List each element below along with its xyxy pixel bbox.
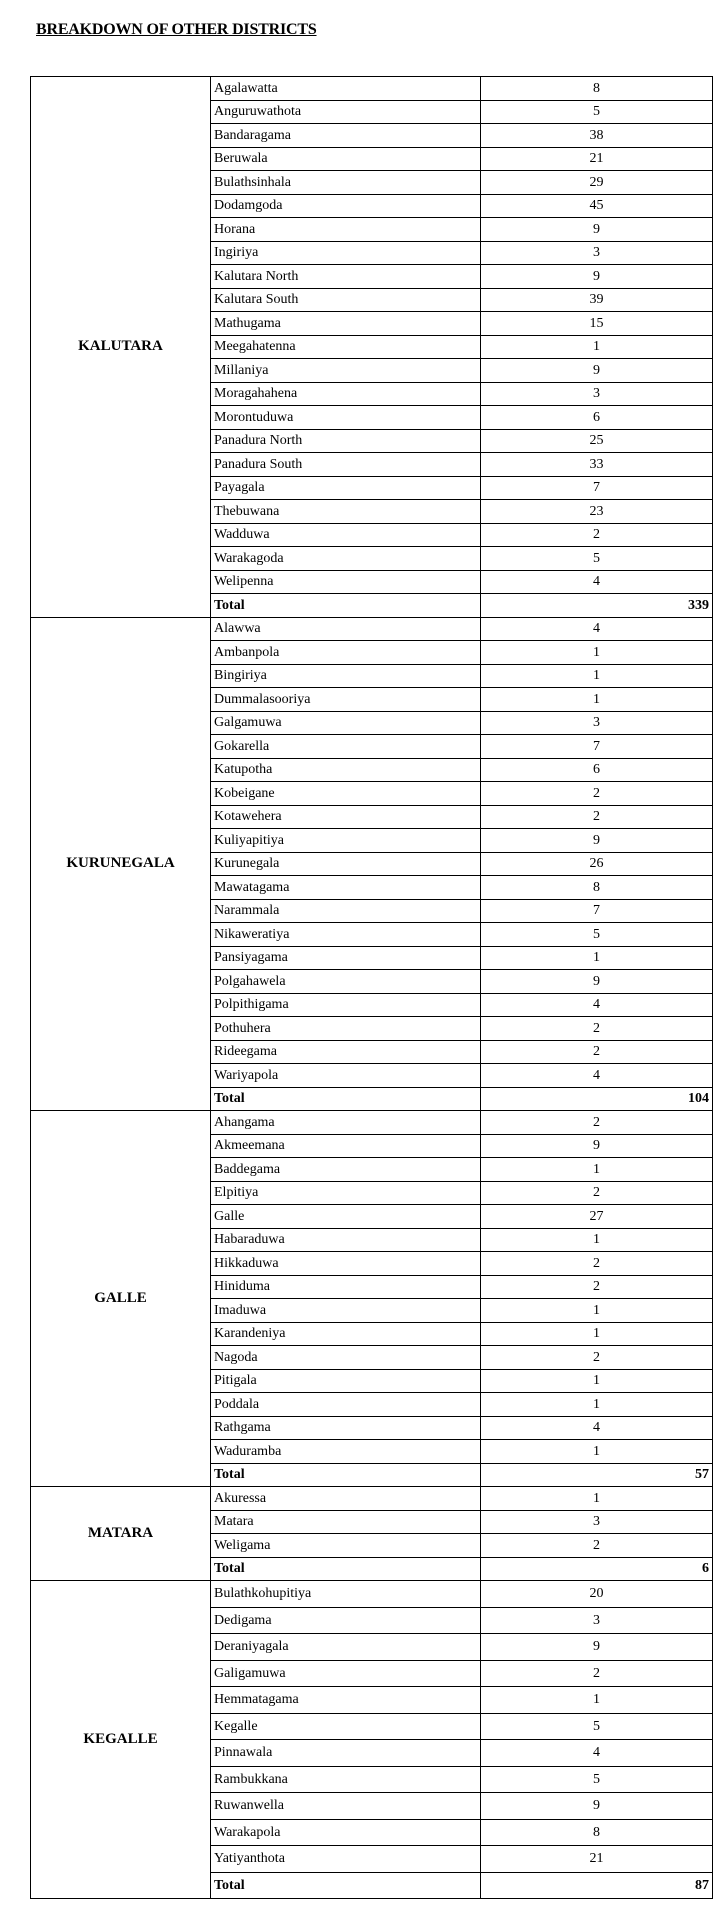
area-name: Hiniduma — [211, 1275, 481, 1299]
area-count: 23 — [481, 500, 713, 524]
area-count: 1 — [481, 1487, 713, 1511]
area-count: 7 — [481, 476, 713, 500]
area-name: Warakapola — [211, 1819, 481, 1846]
area-name: Kuliyapitiya — [211, 829, 481, 853]
area-count: 4 — [481, 1740, 713, 1767]
total-value: 6 — [481, 1557, 713, 1581]
total-label: Total — [211, 594, 481, 618]
area-name: Akmeemana — [211, 1134, 481, 1158]
district-name: KURUNEGALA — [31, 617, 211, 1111]
area-count: 2 — [481, 1346, 713, 1370]
area-name: Karandeniya — [211, 1322, 481, 1346]
area-name: Kotawehera — [211, 805, 481, 829]
area-count: 1 — [481, 1687, 713, 1714]
area-name: Wadduwa — [211, 523, 481, 547]
area-name: Gokarella — [211, 735, 481, 759]
area-count: 8 — [481, 876, 713, 900]
area-count: 1 — [481, 688, 713, 712]
area-count: 1 — [481, 641, 713, 665]
area-name: Narammala — [211, 899, 481, 923]
area-name: Dedigama — [211, 1607, 481, 1634]
area-name: Baddegama — [211, 1158, 481, 1182]
area-name: Kurunegala — [211, 852, 481, 876]
area-count: 1 — [481, 1299, 713, 1323]
area-count: 1 — [481, 946, 713, 970]
area-count: 1 — [481, 1369, 713, 1393]
area-count: 3 — [481, 241, 713, 265]
area-count: 39 — [481, 288, 713, 312]
area-count: 2 — [481, 805, 713, 829]
area-count: 5 — [481, 100, 713, 124]
area-count: 3 — [481, 711, 713, 735]
district-name: MATARA — [31, 1487, 211, 1581]
area-name: Akuressa — [211, 1487, 481, 1511]
area-count: 5 — [481, 1766, 713, 1793]
district-name: GALLE — [31, 1111, 211, 1487]
area-count: 2 — [481, 1181, 713, 1205]
area-count: 3 — [481, 1607, 713, 1634]
area-count: 20 — [481, 1581, 713, 1608]
area-name: Waduramba — [211, 1440, 481, 1464]
area-name: Kalutara North — [211, 265, 481, 289]
area-name: Polpithigama — [211, 993, 481, 1017]
area-count: 9 — [481, 359, 713, 383]
area-name: Morontuduwa — [211, 406, 481, 430]
table-row — [31, 617, 713, 641]
area-count: 26 — [481, 852, 713, 876]
area-name: Millaniya — [211, 359, 481, 383]
area-name: Habaraduwa — [211, 1228, 481, 1252]
table-row — [31, 1581, 713, 1608]
area-count: 9 — [481, 218, 713, 242]
area-name: Pitigala — [211, 1369, 481, 1393]
area-count: 2 — [481, 1040, 713, 1064]
districts-table — [30, 76, 713, 1899]
area-name: Warakagoda — [211, 547, 481, 571]
districts-table-container — [30, 76, 712, 1899]
area-name: Nagoda — [211, 1346, 481, 1370]
total-label: Total — [211, 1557, 481, 1581]
area-name: Ingiriya — [211, 241, 481, 265]
total-value: 339 — [481, 594, 713, 618]
area-name: Horana — [211, 218, 481, 242]
area-name: Rideegama — [211, 1040, 481, 1064]
area-count: 1 — [481, 1393, 713, 1417]
area-count: 4 — [481, 570, 713, 594]
area-count: 3 — [481, 1510, 713, 1534]
area-name: Bingiriya — [211, 664, 481, 688]
area-name: Mathugama — [211, 312, 481, 336]
area-name: Hemmatagama — [211, 1687, 481, 1714]
area-name: Rathgama — [211, 1416, 481, 1440]
area-count: 4 — [481, 1416, 713, 1440]
total-value: 57 — [481, 1463, 713, 1487]
table-row — [31, 1111, 713, 1135]
area-name: Galigamuwa — [211, 1660, 481, 1687]
area-name: Nikaweratiya — [211, 923, 481, 947]
area-name: Kalutara South — [211, 288, 481, 312]
districts-table-body — [31, 77, 713, 1899]
area-name: Pothuhera — [211, 1017, 481, 1041]
district-name: KEGALLE — [31, 1581, 211, 1899]
area-count: 5 — [481, 547, 713, 571]
area-count: 27 — [481, 1205, 713, 1229]
area-name: Dodamgoda — [211, 194, 481, 218]
area-count: 6 — [481, 758, 713, 782]
area-name: Moragahahena — [211, 382, 481, 406]
area-name: Ruwanwella — [211, 1793, 481, 1820]
area-count: 33 — [481, 453, 713, 477]
area-name: Ahangama — [211, 1111, 481, 1135]
area-name: Pinnawala — [211, 1740, 481, 1767]
area-count: 9 — [481, 1793, 713, 1820]
area-count: 2 — [481, 1111, 713, 1135]
area-count: 1 — [481, 1228, 713, 1252]
area-name: Matara — [211, 1510, 481, 1534]
area-count: 2 — [481, 1017, 713, 1041]
area-name: Polgahawela — [211, 970, 481, 994]
area-count: 1 — [481, 1440, 713, 1464]
area-count: 9 — [481, 1134, 713, 1158]
area-count: 21 — [481, 147, 713, 171]
area-count: 4 — [481, 993, 713, 1017]
area-count: 8 — [481, 77, 713, 101]
area-name: Anguruwathota — [211, 100, 481, 124]
area-name: Welipenna — [211, 570, 481, 594]
area-name: Bulathkohupitiya — [211, 1581, 481, 1608]
area-count: 21 — [481, 1846, 713, 1873]
area-name: Elpitiya — [211, 1181, 481, 1205]
area-count: 9 — [481, 265, 713, 289]
area-name: Dummalasooriya — [211, 688, 481, 712]
area-name: Pansiyagama — [211, 946, 481, 970]
area-name: Bandaragama — [211, 124, 481, 148]
table-row — [31, 1487, 713, 1511]
area-name: Kegalle — [211, 1713, 481, 1740]
area-name: Yatiyanthota — [211, 1846, 481, 1873]
area-count: 1 — [481, 335, 713, 359]
area-count: 25 — [481, 429, 713, 453]
area-name: Weligama — [211, 1534, 481, 1558]
area-name: Kobeigane — [211, 782, 481, 806]
area-count: 2 — [481, 782, 713, 806]
area-name: Galgamuwa — [211, 711, 481, 735]
area-count: 2 — [481, 1660, 713, 1687]
area-count: 7 — [481, 735, 713, 759]
page-title: BREAKDOWN OF OTHER DISTRICTS — [36, 21, 317, 38]
area-name: Deraniyagala — [211, 1634, 481, 1661]
area-name: Mawatagama — [211, 876, 481, 900]
area-name: Galle — [211, 1205, 481, 1229]
area-name: Ambanpola — [211, 641, 481, 665]
area-count: 29 — [481, 171, 713, 195]
area-name: Katupotha — [211, 758, 481, 782]
area-count: 2 — [481, 523, 713, 547]
area-count: 38 — [481, 124, 713, 148]
area-count: 45 — [481, 194, 713, 218]
area-count: 8 — [481, 1819, 713, 1846]
area-count: 4 — [481, 617, 713, 641]
area-count: 5 — [481, 923, 713, 947]
area-count: 6 — [481, 406, 713, 430]
table-row — [31, 77, 713, 101]
area-name: Wariyapola — [211, 1064, 481, 1088]
total-value: 87 — [481, 1872, 713, 1899]
area-name: Thebuwana — [211, 500, 481, 524]
area-name: Alawwa — [211, 617, 481, 641]
area-count: 2 — [481, 1252, 713, 1276]
area-name: Panadura North — [211, 429, 481, 453]
area-name: Bulathsinhala — [211, 171, 481, 195]
area-count: 1 — [481, 1322, 713, 1346]
area-name: Imaduwa — [211, 1299, 481, 1323]
area-count: 2 — [481, 1534, 713, 1558]
area-count: 7 — [481, 899, 713, 923]
area-count: 9 — [481, 970, 713, 994]
area-count: 1 — [481, 1158, 713, 1182]
total-value: 104 — [481, 1087, 713, 1111]
area-count: 3 — [481, 382, 713, 406]
area-name: Beruwala — [211, 147, 481, 171]
total-label: Total — [211, 1463, 481, 1487]
district-name: KALUTARA — [31, 77, 211, 618]
total-label: Total — [211, 1087, 481, 1111]
area-name: Poddala — [211, 1393, 481, 1417]
area-count: 9 — [481, 829, 713, 853]
area-count: 4 — [481, 1064, 713, 1088]
area-count: 15 — [481, 312, 713, 336]
area-count: 2 — [481, 1275, 713, 1299]
area-name: Meegahatenna — [211, 335, 481, 359]
area-count: 9 — [481, 1634, 713, 1661]
area-name: Agalawatta — [211, 77, 481, 101]
area-count: 1 — [481, 664, 713, 688]
area-count: 5 — [481, 1713, 713, 1740]
area-name: Payagala — [211, 476, 481, 500]
total-label: Total — [211, 1872, 481, 1899]
area-name: Rambukkana — [211, 1766, 481, 1793]
area-name: Hikkaduwa — [211, 1252, 481, 1276]
area-name: Panadura South — [211, 453, 481, 477]
